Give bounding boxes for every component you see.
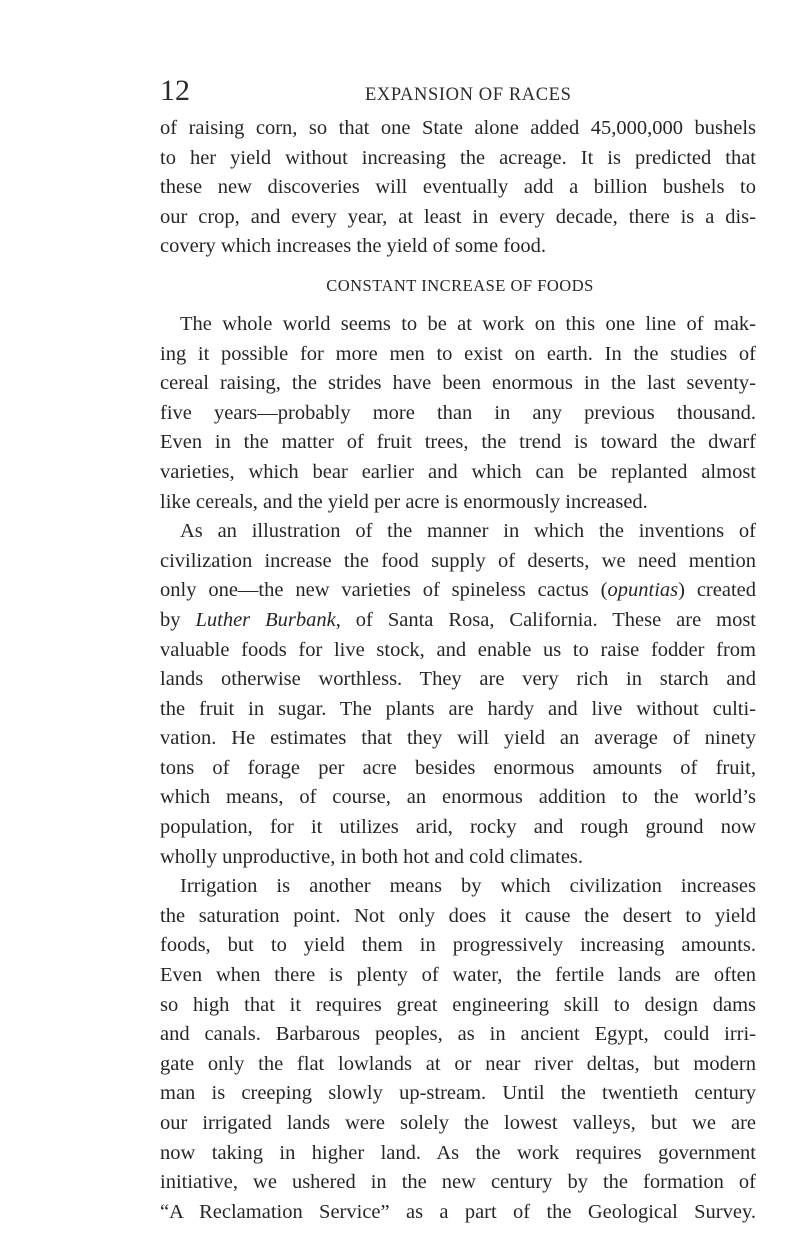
text-line: which means, of course, an enormous addition to the world’s — [160, 786, 756, 809]
italic-term: opuntias — [607, 579, 679, 602]
text-line: ing it possible for more men to exist on earth. In the studies of — [160, 342, 756, 365]
text-line: vation. He estimates that they will yield an average of ninety — [160, 727, 756, 750]
text-line: our crop, and every year, at least in every decade, there is a dis- — [160, 205, 756, 228]
text-line: now taking in higher land. As the work requires government — [160, 1141, 756, 1164]
text-line: varieties, which bear earlier and which can be replanted almost — [160, 460, 756, 483]
text-line: the saturation point. Not only does it cause the desert to yield — [160, 904, 756, 927]
text-line: the fruit in sugar. The plants are hardy and live without culti- — [160, 697, 756, 720]
text-line: Even in the matter of fruit trees, the trend is toward the dwarf — [160, 431, 756, 454]
italic-name: Luther Burbank — [195, 608, 336, 631]
text-line: civilization increase the food supply of deserts, we need mention — [160, 549, 756, 572]
text-line: so high that it requires great engineering skill to design dams — [160, 993, 756, 1016]
text-line: our irrigated lands were solely the lowest valleys, but we are — [160, 1112, 756, 1134]
text-line: valuable foods for live stock, and enable us to raise fodder from — [160, 638, 756, 661]
section-heading: CONSTANT INCREASE OF FOODS — [326, 275, 594, 295]
text-line: like cereals, and the yield per acre is enormously increased. — [160, 490, 648, 513]
text-span: ) created — [678, 579, 756, 602]
text-line: five years—probably more than in any previous thousand. — [160, 401, 756, 424]
text-line — [160, 606, 756, 636]
text-line: cereal raising, the strides have been enormous in the last seventy- — [160, 372, 756, 395]
text-line: gate only the flat lowlands at or near river deltas, but modern — [160, 1052, 756, 1075]
text-line: initiative, we ushered in the new century by the formation of — [160, 1171, 756, 1194]
text-span: by — [160, 608, 196, 631]
running-title: EXPANSION OF RACES — [365, 85, 572, 105]
text-line: covery which increases the yield of some food. — [160, 235, 546, 258]
text-line: wholly unproductive, in both hot and cold climates. — [160, 845, 584, 868]
text-line: population, for it utilizes arid, rocky and rough ground now — [160, 816, 756, 839]
text-line: tons of forage per acre besides enormous amounts of fruit, — [160, 756, 756, 779]
text-line: foods, but to yield them in progressively increasing amounts. — [160, 934, 756, 957]
text-line: The whole world seems to be at work on this one line of mak- — [180, 312, 756, 335]
text-span: only one—the new varieties of spineless cactus ( — [160, 579, 608, 602]
body-text — [160, 114, 756, 1227]
text-line: Irrigation is another means by which civilization increases — [180, 875, 756, 898]
text-line — [160, 576, 756, 606]
text-line: “A Reclamation Service” as a part of the Geological Survey. — [160, 1200, 756, 1223]
text-line: to her yield without increasing the acreage. It is predicted that — [160, 146, 756, 169]
text-span: , of Santa Rosa, California. These are most — [335, 608, 756, 631]
text-line: As an illustration of the manner in which the inventions of — [180, 520, 756, 543]
page-number: 12 — [160, 74, 190, 107]
text-line: Even when there is plenty of water, the fertile lands are often — [160, 964, 756, 987]
text-line: and canals. Barbarous peoples, as in ancient Egypt, could irri- — [160, 1023, 756, 1046]
text-line: of raising corn, so that one State alone added 45,000,000 bushels — [160, 117, 756, 139]
text-line: these new discoveries will eventually add a billion bushels to — [160, 176, 756, 199]
text-line: lands otherwise worthless. They are very rich in starch and — [160, 668, 756, 691]
text-line: man is creeping slowly up-stream. Until the twentieth century — [160, 1082, 756, 1105]
